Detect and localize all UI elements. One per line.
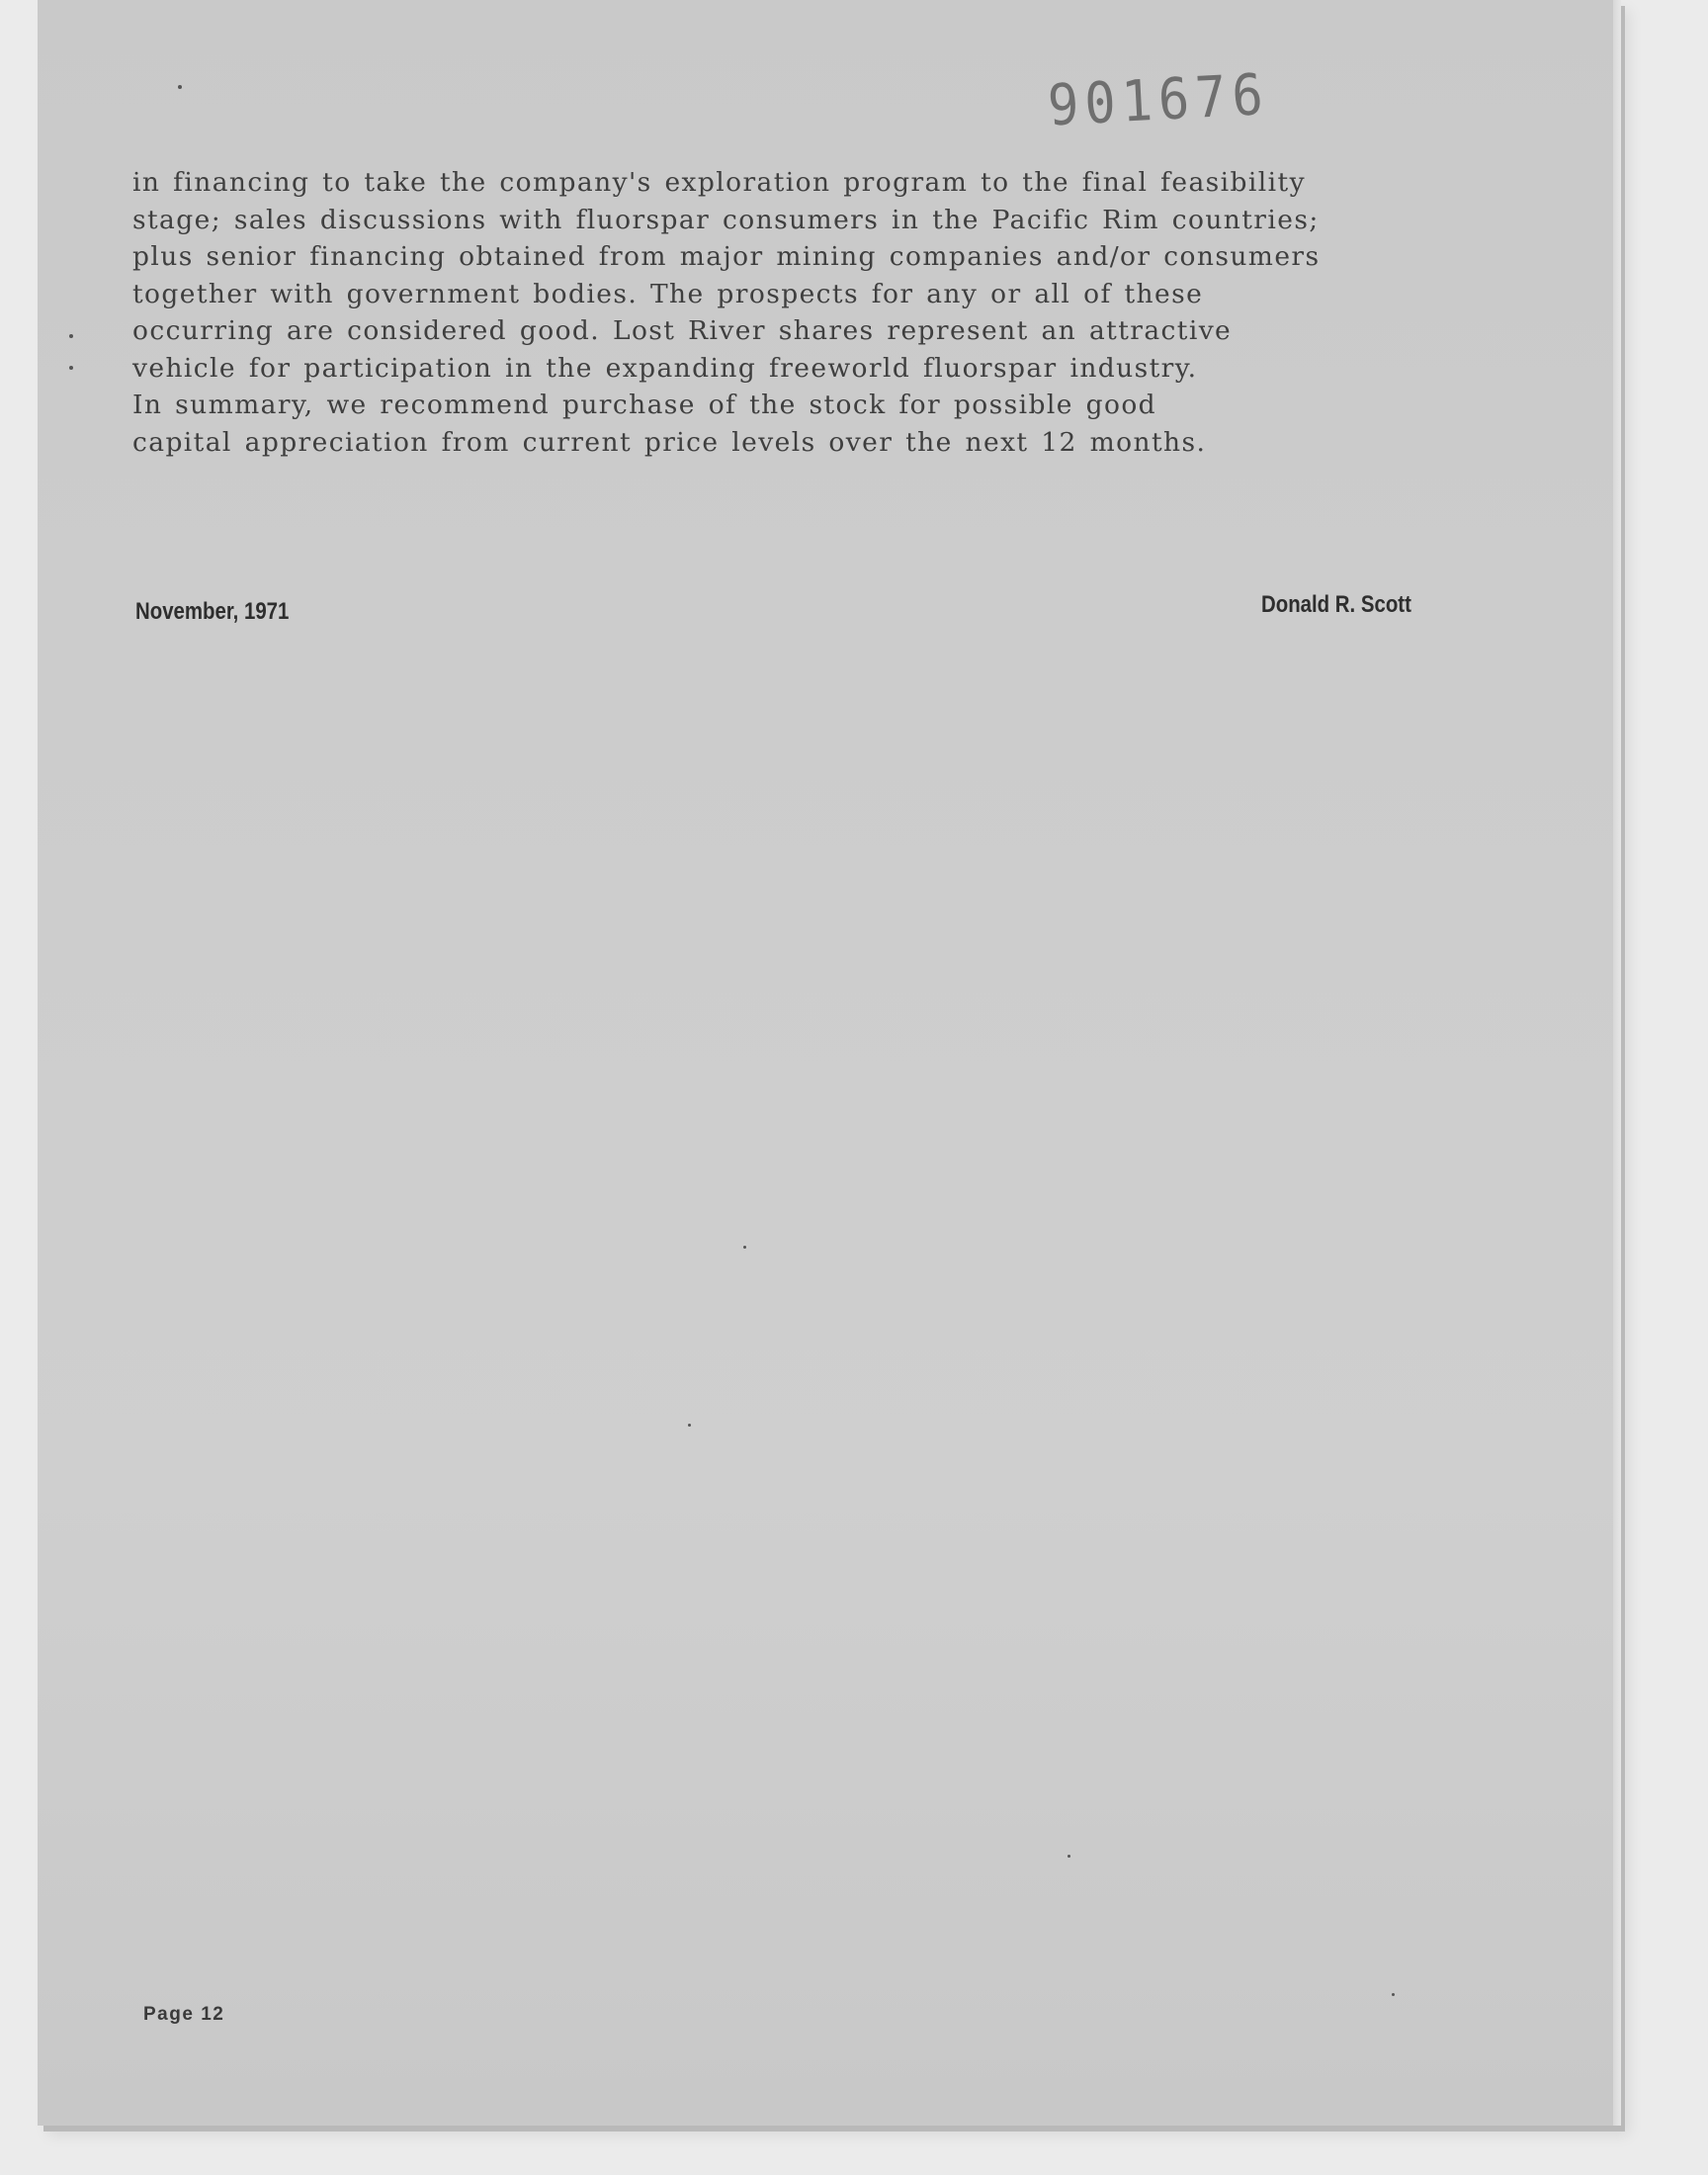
body-line: in financing to take the company's exploration program to the final feasibility [132, 167, 1306, 198]
body-line: plus senior financing obtained from major mining companies and/or consumers [132, 241, 1321, 272]
handwritten-document-number: 901676 [1046, 62, 1271, 139]
scan-speck [178, 85, 182, 89]
scan-speck [69, 366, 73, 370]
body-line: together with government bodies. The prospects for any or all of these [132, 278, 1204, 309]
scan-speck [1392, 1993, 1395, 1996]
author-name: Donald R. Scott [1261, 591, 1411, 618]
body-paragraph [132, 164, 1496, 461]
body-line: stage; sales discussions with fluorspar consumers in the Pacific Rim countries; [132, 204, 1320, 235]
scan-speck [688, 1424, 691, 1427]
body-line: vehicle for participation in the expanding freeworld fluorspar industry. [132, 352, 1198, 384]
page-edge [1613, 0, 1621, 2126]
scan-speck [1068, 1855, 1070, 1858]
scan-speck [69, 334, 73, 338]
page-number: Page 12 [143, 2004, 225, 2025]
body-line: In summary, we recommend purchase of the stock for possible good [132, 390, 1157, 420]
scan-speck [743, 1246, 746, 1249]
body-line: occurring are considered good. Lost River shares represent an attractive [132, 315, 1233, 346]
document-date: November, 1971 [135, 598, 290, 625]
body-line: capital appreciation from current price levels over the next 12 months. [132, 426, 1207, 458]
